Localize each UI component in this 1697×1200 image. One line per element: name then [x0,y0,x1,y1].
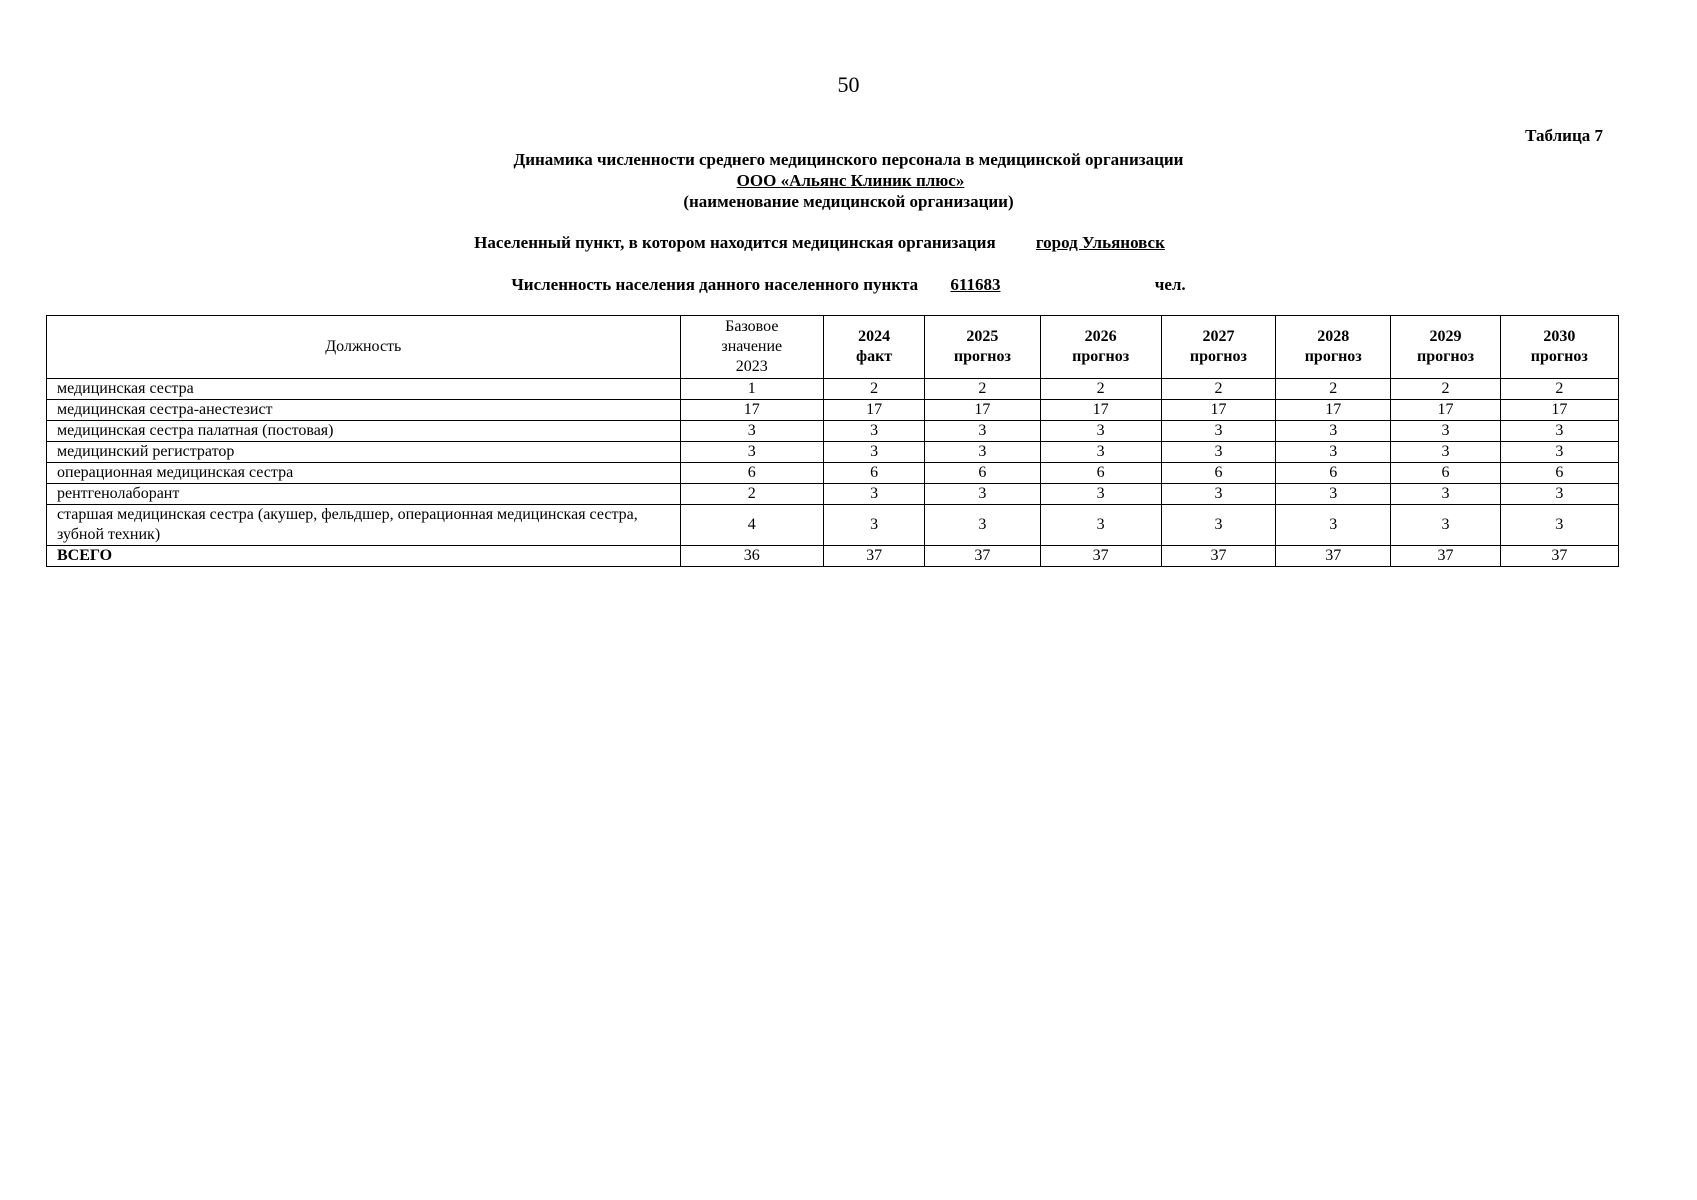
row-value: 3 [680,442,823,463]
table-row [47,421,1619,442]
header-year-2026 [1040,316,1161,379]
row-value: 6 [1500,463,1618,484]
header-base-line: значение [721,338,783,355]
organization-name: ООО «Альянс Клиник плюс» [736,171,965,190]
locality-line [0,233,1697,253]
row-value: 3 [1500,505,1618,546]
header-note: факт [856,348,893,365]
row-value: 6 [1161,463,1275,484]
row-value: 17 [823,400,924,421]
header-base [680,316,823,379]
row-value: 3 [1276,442,1391,463]
total-value: 37 [1500,546,1618,567]
row-position: медицинская сестра [47,379,681,400]
row-value: 3 [1391,505,1500,546]
table-row [47,484,1619,505]
document-title [0,149,1697,212]
row-value: 3 [1500,484,1618,505]
row-value: 17 [680,400,823,421]
table-row [47,379,1619,400]
header-note: прогноз [953,348,1011,365]
row-value: 17 [1391,400,1500,421]
table-row [47,505,1619,546]
header-year-2029 [1391,316,1500,379]
total-value: 37 [823,546,924,567]
row-value: 3 [1276,505,1391,546]
header-base-line: 2023 [735,358,768,375]
row-value: 3 [925,484,1040,505]
table-row [47,400,1619,421]
organization-caption: (наименование медицинской организации) [683,192,1014,211]
header-year-2028 [1276,316,1391,379]
row-value: 6 [1040,463,1161,484]
row-value: 3 [680,421,823,442]
total-value: 37 [1276,546,1391,567]
table-total-row [47,546,1619,567]
row-value: 2 [1040,379,1161,400]
row-value: 3 [1276,421,1391,442]
row-value: 3 [823,421,924,442]
population-value: 611683 [950,275,1001,294]
total-value: 37 [1040,546,1161,567]
row-value: 3 [925,442,1040,463]
row-value: 2 [680,484,823,505]
row-position: медицинский регистратор [47,442,681,463]
row-value: 3 [1040,421,1161,442]
row-value: 6 [1276,463,1391,484]
row-value: 6 [1391,463,1500,484]
header-position: Должность [47,316,681,379]
row-value: 3 [1391,484,1500,505]
population-label: Численность населения данного населенного пункта [511,275,919,294]
row-value: 3 [1040,505,1161,546]
row-value: 3 [1391,442,1500,463]
row-position: медицинская сестра палатная (постовая) [47,421,681,442]
row-value: 2 [823,379,924,400]
header-note: прогноз [1530,348,1588,365]
row-value: 6 [680,463,823,484]
total-value: 37 [1391,546,1500,567]
row-value: 3 [1040,442,1161,463]
header-year: 2026 [1084,328,1117,345]
row-value: 17 [1276,400,1391,421]
header-note: прогноз [1304,348,1362,365]
page-number: 50 [837,72,860,97]
header-note: прогноз [1416,348,1474,365]
header-year: 2029 [1429,328,1462,345]
header-year-2024 [823,316,924,379]
row-value: 2 [1276,379,1391,400]
header-note: прогноз [1072,348,1130,365]
row-value: 3 [1391,421,1500,442]
row-value: 17 [1040,400,1161,421]
row-value: 3 [1040,484,1161,505]
header-year-2030 [1500,316,1618,379]
table-header-row [47,316,1619,379]
row-value: 2 [925,379,1040,400]
row-value: 2 [1161,379,1275,400]
total-value: 37 [1161,546,1275,567]
row-value: 3 [1161,484,1275,505]
row-value: 6 [823,463,924,484]
row-value: 17 [1500,400,1618,421]
row-value: 3 [925,505,1040,546]
population-line [0,275,1697,295]
row-value: 3 [823,484,924,505]
row-value: 1 [680,379,823,400]
staff-table [46,315,1619,567]
row-value: 3 [1500,421,1618,442]
row-value: 17 [925,400,1040,421]
row-position: медицинская сестра-анестезист [47,400,681,421]
row-value: 3 [925,421,1040,442]
header-year-2025 [925,316,1040,379]
row-position: старшая медицинская сестра (акушер, фельдшер, операционная медицинская сестра, зубной техник) [47,505,681,546]
row-value: 3 [1161,421,1275,442]
header-note: прогноз [1189,348,1247,365]
total-label: ВСЕГО [47,546,681,567]
total-value: 36 [680,546,823,567]
header-year: 2024 [858,328,891,345]
header-base-line: Базовое [725,318,779,335]
table-row [47,463,1619,484]
row-value: 17 [1161,400,1275,421]
row-position: операционная медицинская сестра [47,463,681,484]
row-value: 3 [1161,505,1275,546]
header-year-2027 [1161,316,1275,379]
row-value: 6 [925,463,1040,484]
row-value: 2 [1500,379,1618,400]
row-value: 3 [823,505,924,546]
row-value: 3 [823,442,924,463]
total-value: 37 [925,546,1040,567]
header-year: 2030 [1543,328,1576,345]
row-value: 3 [1276,484,1391,505]
table-row [47,442,1619,463]
row-value: 2 [1391,379,1500,400]
header-year: 2025 [966,328,999,345]
header-year: 2028 [1317,328,1350,345]
header-year: 2027 [1202,328,1235,345]
row-value: 4 [680,505,823,546]
locality-value: город Ульяновск [1035,233,1165,252]
row-value: 3 [1161,442,1275,463]
locality-label: Населенный пункт, в котором находится медицинская организация [474,233,996,252]
title-line: Динамика численности среднего медицинского персонала в медицинской организации [513,150,1184,169]
row-position: рентгенолаборант [47,484,681,505]
row-value: 3 [1500,442,1618,463]
table-caption: Таблица 7 [1525,126,1603,145]
population-unit: чел. [1154,275,1186,294]
